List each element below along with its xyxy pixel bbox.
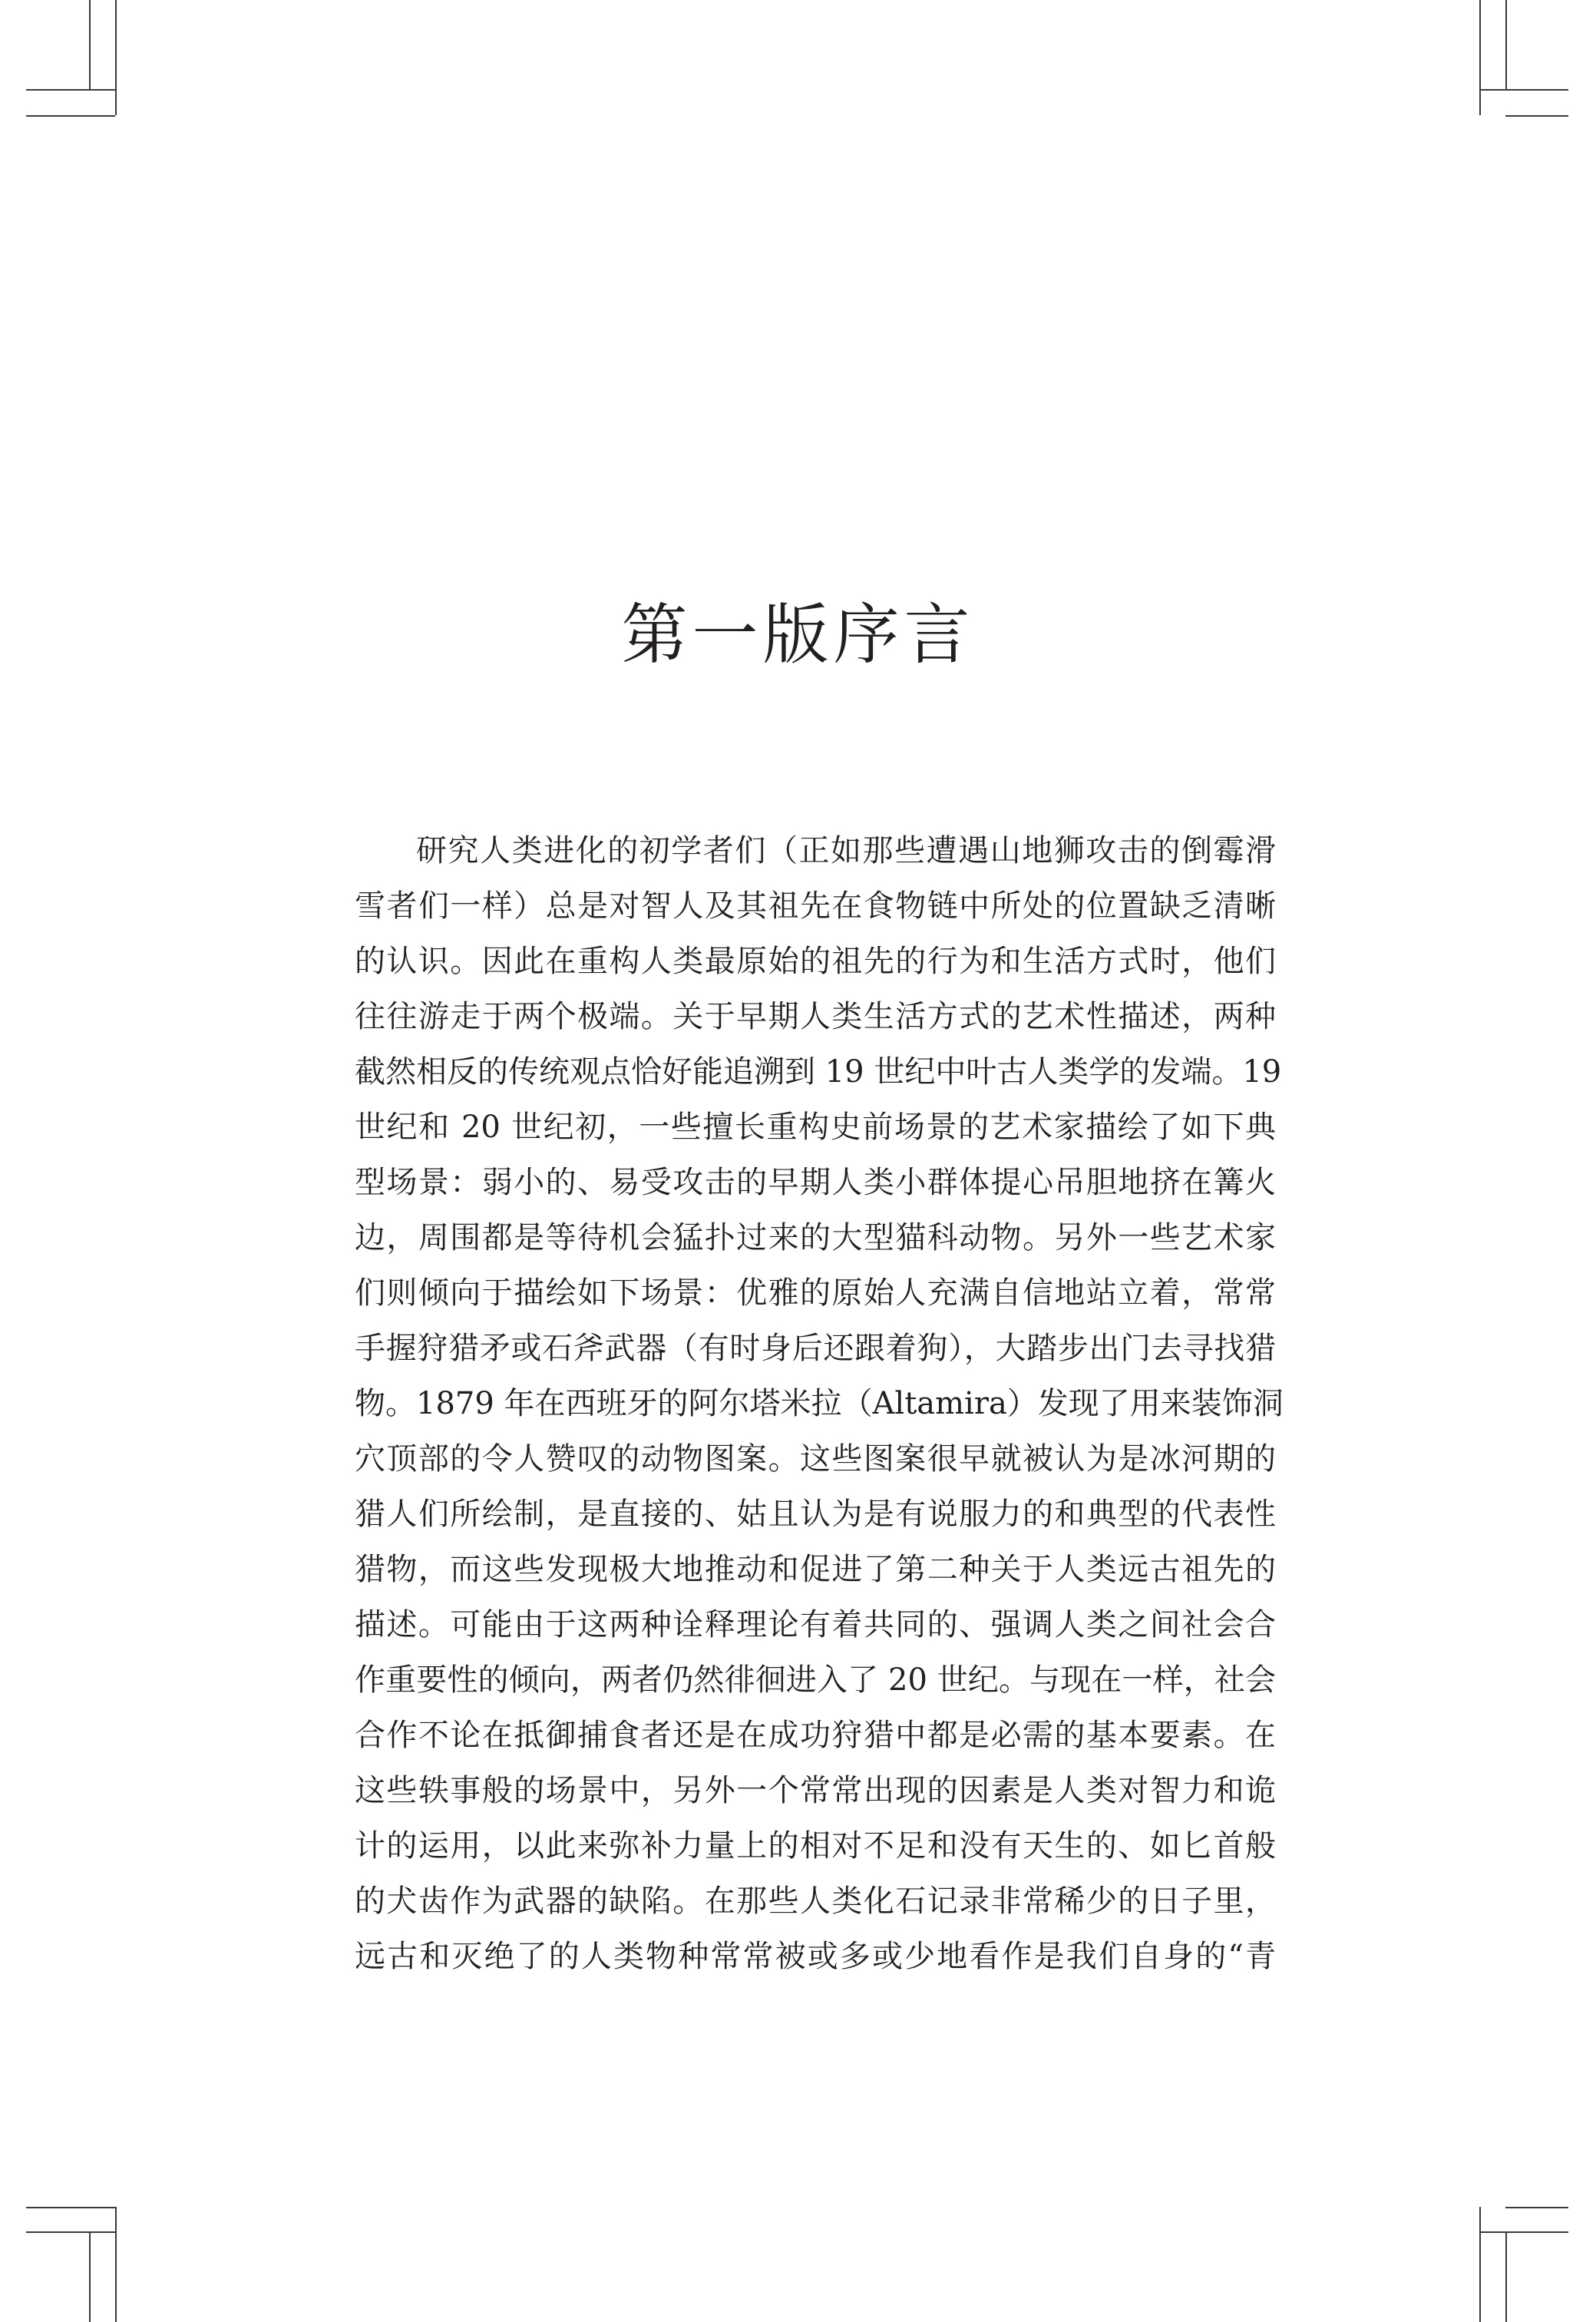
text-line: 这些轶事般的场景中，另外一个常常出现的因素是人类对智力和诡	[355, 1773, 1276, 1808]
crop-mark-bottom-left-inner-horizontal	[26, 2207, 115, 2208]
crop-mark-top-left-horizontal	[26, 89, 115, 91]
crop-mark-bottom-right-vertical	[1479, 2207, 1481, 2322]
text-line: 手握狩猎矛或石斧武器（有时身后还跟着狗），大踏步出门去寻找猎	[355, 1331, 1276, 1366]
crop-mark-bottom-right-inner-horizontal	[1505, 2207, 1568, 2208]
text-line: 远古和灭绝了的人类物种常常被或多或少地看作是我们自身的“青	[355, 1939, 1276, 1974]
text-line: 边，周围都是等待机会猛扑过来的大型猫科动物。另外一些艺术家	[355, 1220, 1276, 1255]
text-line: 研究人类进化的初学者们（正如那些遭遇山地狮攻击的倒霉滑	[416, 833, 1276, 868]
crop-mark-bottom-right-inner-vertical	[1505, 2231, 1507, 2322]
text-line: 猎人们所绘制，是直接的、姑且认为是有说服力的和典型的代表性	[355, 1497, 1276, 1532]
crop-mark-top-left-inner-vertical	[89, 0, 91, 89]
crop-mark-bottom-left-inner-vertical	[89, 2231, 91, 2322]
text-line: 合作不论在抵御捕食者还是在成功狩猎中都是必需的基本要素。在	[355, 1718, 1276, 1753]
text-line: 往往游走于两个极端。关于早期人类生活方式的艺术性描述，两种	[355, 999, 1276, 1034]
crop-mark-bottom-left-horizontal	[26, 2231, 115, 2233]
crop-mark-top-left-inner-horizontal	[26, 115, 115, 117]
text-line: 截然相反的传统观点恰好能追溯到 19 世纪中叶古人类学的发端。19	[355, 1054, 1282, 1090]
crop-mark-top-right-inner-horizontal	[1505, 115, 1568, 117]
crop-mark-bottom-right-horizontal	[1479, 2231, 1568, 2233]
crop-mark-top-right-vertical	[1479, 0, 1481, 115]
text-line: 描述。可能由于这两种诠释理论有着共同的、强调人类之间社会合	[355, 1607, 1276, 1642]
text-line: 型场景：弱小的、易受攻击的早期人类小群体提心吊胆地挤在篝火	[355, 1165, 1276, 1200]
crop-mark-bottom-left-vertical	[115, 2207, 117, 2322]
crop-mark-top-right-horizontal	[1479, 89, 1568, 91]
text-line: 物。1879 年在西班牙的阿尔塔米拉（Altamira）发现了用来装饰洞	[355, 1386, 1284, 1421]
crop-mark-top-left-vertical	[115, 0, 117, 115]
text-line: 世纪和 20 世纪初，一些擅长重构史前场景的艺术家描绘了如下典	[355, 1110, 1276, 1145]
crop-mark-top-right-inner-vertical	[1505, 0, 1507, 89]
text-line: 作重要性的倾向，两者仍然徘徊进入了 20 世纪。与现在一样，社会	[355, 1662, 1276, 1698]
text-line: 的认识。因此在重构人类最原始的祖先的行为和生活方式时，他们	[355, 944, 1276, 979]
text-line: 猎物，而这些发现极大地推动和促进了第二种关于人类远古祖先的	[355, 1552, 1276, 1587]
text-line: 们则倾向于描绘如下场景：优雅的原始人充满自信地站立着，常常	[355, 1275, 1276, 1311]
text-line: 穴顶部的令人赞叹的动物图案。这些图案很早就被认为是冰河期的	[355, 1441, 1276, 1477]
body-paragraph	[355, 823, 1284, 1984]
text-line: 的犬齿作为武器的缺陷。在那些人类化石记录非常稀少的日子里，	[355, 1884, 1276, 1919]
text-line: 雪者们一样）总是对智人及其祖先在食物链中所处的位置缺乏清晰	[355, 888, 1276, 924]
page-title: 第一版序言	[621, 597, 975, 673]
text-line: 计的运用，以此来弥补力量上的相对不足和没有天生的、如匕首般	[355, 1828, 1276, 1864]
